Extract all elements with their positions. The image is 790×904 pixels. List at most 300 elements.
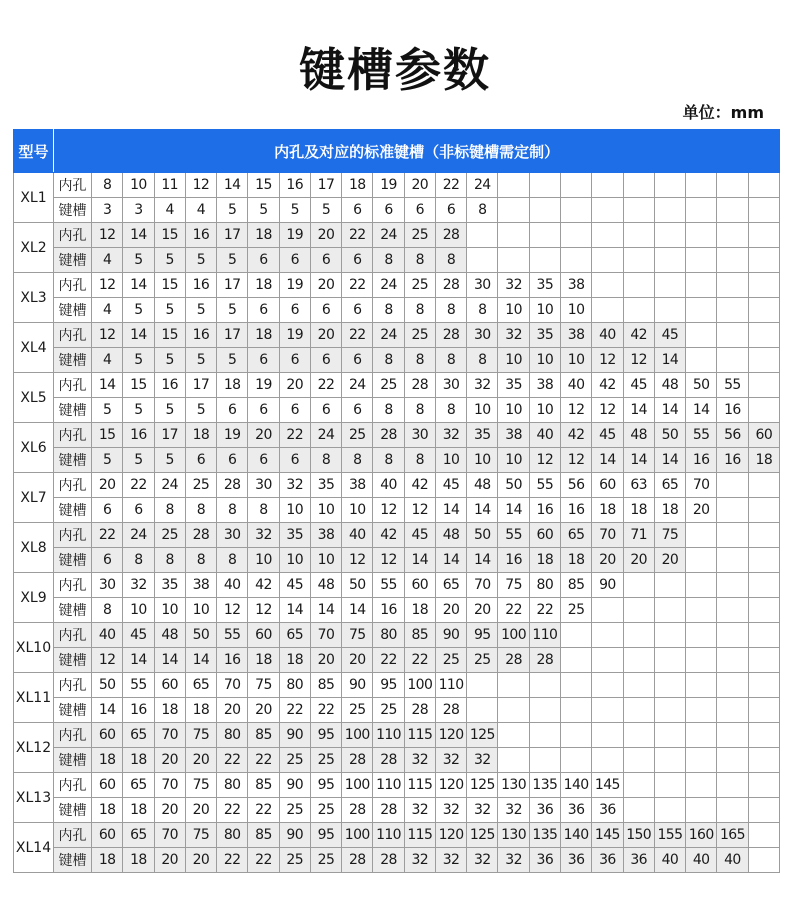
empty-cell (748, 248, 780, 273)
keyway-value: 6 (342, 248, 373, 273)
keyway-value: 10 (310, 498, 341, 523)
bore-value: 115 (404, 723, 435, 748)
empty-cell (717, 798, 748, 823)
empty-cell (686, 548, 717, 573)
model-name: XL6 (14, 423, 54, 473)
bore-value: 28 (404, 373, 435, 398)
keyway-value: 28 (435, 698, 466, 723)
empty-cell (686, 573, 717, 598)
bore-value: 150 (623, 823, 654, 848)
keyway-value: 12 (342, 548, 373, 573)
keyway-value: 18 (592, 498, 623, 523)
keyway-value: 10 (279, 548, 310, 573)
bore-value: 14 (92, 373, 123, 398)
keyway-value: 14 (654, 348, 685, 373)
bore-value: 16 (185, 273, 216, 298)
bore-value: 90 (279, 773, 310, 798)
bore-value: 30 (467, 273, 498, 298)
keyway-value: 25 (279, 748, 310, 773)
empty-cell (717, 723, 748, 748)
empty-cell (686, 523, 717, 548)
bore-label: 内孔 (54, 673, 92, 698)
bore-value: 110 (435, 673, 466, 698)
empty-cell (560, 698, 591, 723)
bore-value: 8 (92, 173, 123, 198)
bore-value: 35 (467, 423, 498, 448)
bore-value: 15 (248, 173, 279, 198)
keyway-label: 键槽 (54, 848, 92, 873)
bore-value: 17 (217, 323, 248, 348)
keyway-value: 28 (342, 748, 373, 773)
empty-cell (623, 698, 654, 723)
bore-value: 19 (248, 373, 279, 398)
bore-value: 15 (123, 373, 154, 398)
keyway-label: 键槽 (54, 648, 92, 673)
bore-value: 125 (467, 823, 498, 848)
empty-cell (560, 173, 591, 198)
table-row (14, 323, 780, 348)
keyway-value: 36 (592, 798, 623, 823)
keyway-value: 36 (529, 798, 560, 823)
bore-value: 20 (248, 423, 279, 448)
keyway-value: 32 (467, 748, 498, 773)
empty-cell (623, 798, 654, 823)
keyway-value: 8 (467, 348, 498, 373)
keyway-value: 32 (435, 848, 466, 873)
empty-cell (717, 548, 748, 573)
bore-value: 110 (373, 823, 404, 848)
keyway-value: 28 (498, 648, 529, 673)
keyway-value: 16 (560, 498, 591, 523)
empty-cell (748, 823, 780, 848)
keyway-label: 键槽 (54, 248, 92, 273)
bore-value: 110 (373, 773, 404, 798)
empty-cell (717, 573, 748, 598)
empty-cell (654, 673, 685, 698)
empty-cell (498, 223, 529, 248)
empty-cell (654, 298, 685, 323)
bore-value: 55 (123, 673, 154, 698)
empty-cell (748, 398, 780, 423)
keyway-value: 22 (248, 798, 279, 823)
keyway-label: 键槽 (54, 398, 92, 423)
bore-value: 22 (310, 373, 341, 398)
empty-cell (592, 298, 623, 323)
keyway-value: 6 (310, 298, 341, 323)
keyway-value: 18 (623, 498, 654, 523)
empty-cell (654, 248, 685, 273)
bore-value: 19 (217, 423, 248, 448)
bore-value: 38 (560, 273, 591, 298)
bore-value: 65 (123, 823, 154, 848)
bore-value: 12 (92, 223, 123, 248)
table-row (14, 523, 780, 548)
bore-value: 18 (342, 173, 373, 198)
empty-cell (686, 748, 717, 773)
keyway-value: 32 (467, 848, 498, 873)
bore-label: 内孔 (54, 473, 92, 498)
keyway-label: 键槽 (54, 348, 92, 373)
bore-value: 25 (373, 373, 404, 398)
bore-value: 24 (123, 523, 154, 548)
keyway-value: 8 (435, 348, 466, 373)
keyway-value: 20 (686, 498, 717, 523)
bore-value: 60 (92, 823, 123, 848)
keyway-value: 14 (435, 548, 466, 573)
bore-label: 内孔 (54, 523, 92, 548)
empty-cell (529, 748, 560, 773)
bore-value: 14 (123, 223, 154, 248)
keyway-label: 键槽 (54, 798, 92, 823)
bore-value: 30 (248, 473, 279, 498)
bore-value: 60 (92, 773, 123, 798)
keyway-value: 22 (217, 848, 248, 873)
empty-cell (717, 198, 748, 223)
empty-cell (654, 273, 685, 298)
bore-value: 95 (467, 623, 498, 648)
keyway-value: 20 (592, 548, 623, 573)
keyway-value: 5 (123, 348, 154, 373)
keyway-value: 5 (279, 198, 310, 223)
bore-value: 35 (154, 573, 185, 598)
model-name: XL3 (14, 273, 54, 323)
table-row (14, 548, 780, 573)
keyway-value: 22 (310, 698, 341, 723)
empty-cell (623, 223, 654, 248)
empty-cell (748, 673, 780, 698)
table-row (14, 723, 780, 748)
keyway-value: 5 (310, 198, 341, 223)
keyway-value: 22 (217, 798, 248, 823)
empty-cell (748, 573, 780, 598)
keyway-value: 32 (435, 748, 466, 773)
bore-value: 90 (435, 623, 466, 648)
empty-cell (623, 773, 654, 798)
empty-cell (654, 223, 685, 248)
bore-value: 22 (92, 523, 123, 548)
keyway-value: 8 (248, 498, 279, 523)
bore-label: 内孔 (54, 823, 92, 848)
keyway-value: 20 (310, 648, 341, 673)
keyway-label: 键槽 (54, 448, 92, 473)
keyway-value: 18 (654, 498, 685, 523)
empty-cell (686, 273, 717, 298)
keyway-value: 6 (404, 198, 435, 223)
bore-value: 140 (560, 773, 591, 798)
model-name: XL13 (14, 773, 54, 823)
keyway-value: 6 (248, 298, 279, 323)
bore-value: 71 (623, 523, 654, 548)
empty-cell (498, 673, 529, 698)
empty-cell (623, 173, 654, 198)
bore-value: 55 (498, 523, 529, 548)
keyway-value: 8 (217, 498, 248, 523)
bore-value: 35 (529, 273, 560, 298)
keyway-value: 8 (467, 298, 498, 323)
keyway-value: 20 (248, 698, 279, 723)
keyway-value: 5 (154, 248, 185, 273)
keyway-value: 18 (123, 748, 154, 773)
bore-value: 16 (123, 423, 154, 448)
keyway-value: 10 (342, 498, 373, 523)
bore-value: 95 (373, 673, 404, 698)
keyway-value: 36 (623, 848, 654, 873)
bore-value: 30 (217, 523, 248, 548)
keyway-value: 8 (217, 548, 248, 573)
keyway-value: 22 (248, 848, 279, 873)
empty-cell (717, 173, 748, 198)
bore-label: 内孔 (54, 623, 92, 648)
bore-value: 19 (373, 173, 404, 198)
bore-value: 32 (435, 423, 466, 448)
table-row (14, 198, 780, 223)
empty-cell (529, 698, 560, 723)
keyway-value: 10 (498, 398, 529, 423)
empty-cell (717, 623, 748, 648)
keyway-label: 键槽 (54, 698, 92, 723)
keyway-value: 36 (560, 848, 591, 873)
bore-value: 32 (467, 373, 498, 398)
bore-value: 120 (435, 723, 466, 748)
keyway-value: 25 (310, 848, 341, 873)
model-name: XL1 (14, 173, 54, 223)
bore-value: 30 (435, 373, 466, 398)
keyway-value: 12 (92, 648, 123, 673)
bore-value: 20 (310, 323, 341, 348)
empty-cell (654, 748, 685, 773)
bore-value: 25 (404, 323, 435, 348)
keyway-value: 6 (435, 198, 466, 223)
bore-value: 165 (717, 823, 748, 848)
keyway-value: 32 (404, 848, 435, 873)
empty-cell (623, 723, 654, 748)
keyway-value: 14 (654, 398, 685, 423)
bore-value: 135 (529, 823, 560, 848)
bore-value: 40 (92, 623, 123, 648)
empty-cell (498, 698, 529, 723)
bore-value: 38 (185, 573, 216, 598)
keyway-value: 25 (310, 748, 341, 773)
bore-value: 60 (92, 723, 123, 748)
table-row (14, 448, 780, 473)
empty-cell (686, 623, 717, 648)
bore-value: 75 (498, 573, 529, 598)
keyway-value: 14 (435, 498, 466, 523)
keyway-value: 10 (467, 448, 498, 473)
keyway-value: 16 (529, 498, 560, 523)
keyway-value: 4 (92, 348, 123, 373)
keyway-value: 14 (623, 448, 654, 473)
bore-value: 63 (623, 473, 654, 498)
empty-cell (686, 323, 717, 348)
bore-value: 60 (592, 473, 623, 498)
bore-value: 15 (92, 423, 123, 448)
keyway-value: 25 (435, 648, 466, 673)
bore-value: 75 (654, 523, 685, 548)
keyway-value: 12 (529, 448, 560, 473)
keyway-value: 8 (373, 298, 404, 323)
empty-cell (717, 348, 748, 373)
empty-cell (654, 598, 685, 623)
bore-value: 14 (123, 273, 154, 298)
keyway-label: 键槽 (54, 548, 92, 573)
keyway-value: 14 (467, 548, 498, 573)
keyway-value: 14 (623, 398, 654, 423)
bore-value: 42 (248, 573, 279, 598)
bore-value: 38 (310, 523, 341, 548)
bore-value: 48 (310, 573, 341, 598)
bore-value: 80 (217, 723, 248, 748)
keyway-value: 6 (310, 348, 341, 373)
bore-value: 120 (435, 773, 466, 798)
bore-value: 110 (529, 623, 560, 648)
empty-cell (560, 198, 591, 223)
bore-value: 12 (185, 173, 216, 198)
bore-value: 115 (404, 823, 435, 848)
bore-value: 65 (123, 723, 154, 748)
bore-value: 15 (154, 223, 185, 248)
bore-value: 80 (279, 673, 310, 698)
keyway-value: 6 (185, 448, 216, 473)
bore-value: 85 (404, 623, 435, 648)
empty-cell (623, 198, 654, 223)
bore-value: 70 (154, 773, 185, 798)
empty-cell (686, 723, 717, 748)
keyway-value: 8 (373, 348, 404, 373)
empty-cell (623, 673, 654, 698)
empty-cell (717, 223, 748, 248)
bore-value: 28 (217, 473, 248, 498)
empty-cell (560, 723, 591, 748)
keyway-value: 20 (654, 548, 685, 573)
keyway-value: 5 (248, 198, 279, 223)
bore-value: 24 (373, 273, 404, 298)
bore-value: 90 (279, 823, 310, 848)
bore-value: 60 (404, 573, 435, 598)
keyway-value: 28 (404, 698, 435, 723)
bore-value: 30 (92, 573, 123, 598)
keyway-value: 20 (154, 848, 185, 873)
empty-cell (717, 673, 748, 698)
bore-value: 140 (560, 823, 591, 848)
keyway-value: 14 (404, 548, 435, 573)
keyway-value: 8 (154, 548, 185, 573)
table-row (14, 298, 780, 323)
keyway-value: 5 (217, 348, 248, 373)
keyway-value: 14 (467, 498, 498, 523)
bore-value: 75 (248, 673, 279, 698)
keyway-value: 20 (154, 748, 185, 773)
empty-cell (623, 248, 654, 273)
empty-cell (654, 723, 685, 748)
empty-cell (467, 673, 498, 698)
keyway-value: 8 (435, 248, 466, 273)
keyway-value: 20 (185, 798, 216, 823)
bore-value: 95 (310, 773, 341, 798)
keyway-value: 5 (217, 198, 248, 223)
bore-value: 60 (748, 423, 780, 448)
bore-value: 45 (123, 623, 154, 648)
keyway-value: 20 (217, 698, 248, 723)
model-name: XL2 (14, 223, 54, 273)
keyway-value: 14 (279, 598, 310, 623)
keyway-value: 10 (467, 398, 498, 423)
keyway-value: 32 (498, 848, 529, 873)
keyway-value: 5 (154, 348, 185, 373)
keyway-value: 5 (185, 248, 216, 273)
keyway-value: 28 (342, 798, 373, 823)
keyway-value: 16 (123, 698, 154, 723)
table-row (14, 348, 780, 373)
header-model: 型号 (14, 130, 54, 173)
empty-cell (560, 648, 591, 673)
bore-value: 40 (560, 373, 591, 398)
empty-cell (686, 223, 717, 248)
keyway-value: 10 (154, 598, 185, 623)
bore-value: 55 (529, 473, 560, 498)
empty-cell (654, 573, 685, 598)
keyway-value: 25 (310, 798, 341, 823)
empty-cell (748, 548, 780, 573)
bore-value: 20 (279, 373, 310, 398)
table-row (14, 798, 780, 823)
table-row (14, 673, 780, 698)
keyway-value: 6 (373, 198, 404, 223)
empty-cell (686, 173, 717, 198)
empty-cell (592, 723, 623, 748)
keyway-value: 6 (92, 548, 123, 573)
bore-value: 90 (279, 723, 310, 748)
keyway-value: 14 (92, 698, 123, 723)
bore-value: 14 (123, 323, 154, 348)
bore-value: 22 (435, 173, 466, 198)
bore-value: 55 (373, 573, 404, 598)
bore-label: 内孔 (54, 373, 92, 398)
keyway-value: 6 (217, 398, 248, 423)
bore-value: 24 (373, 323, 404, 348)
bore-value: 40 (217, 573, 248, 598)
empty-cell (467, 248, 498, 273)
bore-value: 22 (279, 423, 310, 448)
empty-cell (686, 198, 717, 223)
bore-value: 70 (592, 523, 623, 548)
bore-value: 32 (498, 273, 529, 298)
keyway-value: 12 (560, 398, 591, 423)
bore-value: 65 (123, 773, 154, 798)
bore-value: 17 (217, 273, 248, 298)
bore-value: 80 (529, 573, 560, 598)
bore-value: 85 (310, 673, 341, 698)
empty-cell (467, 223, 498, 248)
keyway-value: 10 (529, 398, 560, 423)
empty-cell (717, 298, 748, 323)
empty-cell (748, 273, 780, 298)
empty-cell (748, 798, 780, 823)
bore-value: 50 (342, 573, 373, 598)
empty-cell (592, 273, 623, 298)
empty-cell (467, 698, 498, 723)
bore-value: 75 (185, 773, 216, 798)
empty-cell (623, 298, 654, 323)
empty-cell (654, 198, 685, 223)
bore-value: 20 (404, 173, 435, 198)
keyway-value: 10 (560, 298, 591, 323)
bore-value: 65 (279, 623, 310, 648)
bore-value: 80 (217, 773, 248, 798)
table-row (14, 773, 780, 798)
keyway-value: 6 (92, 498, 123, 523)
keyway-value: 28 (373, 848, 404, 873)
